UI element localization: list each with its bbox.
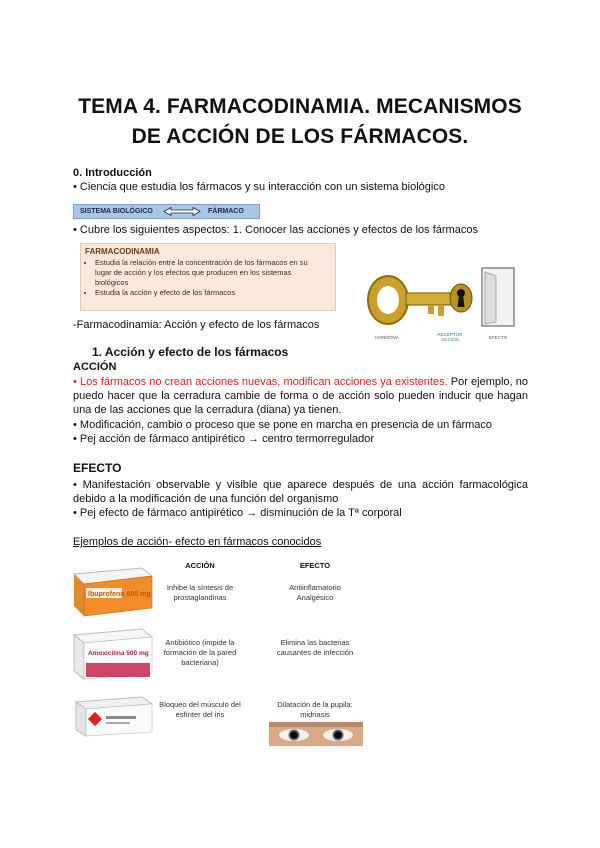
col-efecto-header: EFECTO — [299, 561, 331, 570]
list-item: • Estudia la relación entre la concentración de los fármacos en su lugar de acción y los efectos que producen en los sistemas biológicos — [95, 258, 323, 288]
title-line-1: TEMA 4. FARMACODINAMIA. MECANISMOS — [78, 95, 522, 118]
list-item: • Estudia la acción y efecto de los fármacos — [95, 288, 323, 298]
row-2-efecto: Elimina las bacterias causantes de infección — [276, 638, 354, 657]
figure-caption-left: HORMONA — [375, 335, 399, 340]
drug-box-label: Amoxicilina 500 mg — [88, 650, 149, 657]
accion-heading: ACCIÓN — [73, 361, 117, 373]
figure-caption-right: EFECTO — [488, 335, 508, 340]
intro-bullet-1: • Ciencia que estudia los fármacos y su interacción con un sistema biológico — [73, 181, 445, 193]
system-drug-diagram — [73, 204, 260, 219]
accion-bullet-2: • Modificación, cambio o proceso que se pone en marcha en presencia de un fármaco — [73, 419, 493, 431]
diagram-right-label: FÁRMACO — [208, 208, 244, 215]
row-2-accion: Antibiótico (impide la formación de la pared bacteriana) — [163, 638, 237, 667]
accion-bullet-3: • Pej acción de fármaco antipirético → centro termorregulador — [73, 433, 374, 445]
drug-box-image — [72, 625, 154, 681]
drug-box-image — [72, 692, 154, 742]
section-1-heading: 1. Acción y efecto de los fármacos — [92, 345, 289, 359]
title-line-2: DE ACCIÓN DE LOS FÁRMACOS. — [131, 125, 469, 148]
efecto-bullet-2: • Pej efecto de fármaco antipirético → disminución de la Tª corporal — [73, 507, 402, 519]
intro-bullet-2: • Cubre los siguientes aspectos: 1. Conocer las acciones y efectos de los fármacos — [73, 224, 478, 236]
efecto-bullet-1: • Manifestación observable y visible que aparece después de una acción farmacológica debido a la modificación de una función del organismo — [73, 479, 528, 505]
row-1-accion: Inhibe la síntesis de prostaglandinas — [166, 583, 234, 602]
accion-red-text: • Los fármacos no crean acciones nuevas, modifican acciones ya existentes. — [73, 376, 448, 388]
farmacodinamia-box — [80, 243, 336, 311]
intro-heading: 0. Introducción — [73, 167, 152, 179]
accion-paragraph — [73, 375, 528, 417]
key-lock-figure — [360, 262, 520, 344]
row-1-efecto: Antiinflamatorio Analgésico — [289, 583, 341, 602]
dilated-pupils-image — [269, 722, 363, 746]
diagram-left-label: SISTEMA BIOLÓGICO — [80, 208, 153, 215]
figure-caption-mid: RECEPTOR ACCIÓN — [437, 332, 463, 342]
farmacodinamia-line: -Farmacodinamia: Acción y efecto de los fármacos — [73, 319, 320, 331]
accion-rest-text: Por ejemplo, no puedo hacer que la cerradura cambie de forma o de acción solo pueden inducir que hagan una de las acciones que la cerradura (diana) ya tienen. — [73, 376, 528, 416]
farmacodinamia-box-list — [81, 258, 323, 298]
page-title — [60, 92, 540, 152]
drug-box-image — [72, 562, 154, 618]
farmacodinamia-box-heading: FARMACODINAMIA — [85, 247, 160, 256]
efecto-heading: EFECTO — [73, 461, 122, 475]
drug-box-label: Ibuprofeno 600 mg — [88, 591, 151, 598]
col-accion-header: ACCIÓN — [185, 561, 215, 570]
examples-heading: Ejemplos de acción- efecto en fármacos conocidos — [73, 536, 322, 548]
row-3-accion: Bloqueo del músculo del esfínter del iris — [159, 700, 241, 719]
double-arrow-icon — [162, 205, 202, 223]
row-3-efecto: Dilatación de la pupila: midriasis — [277, 700, 353, 719]
